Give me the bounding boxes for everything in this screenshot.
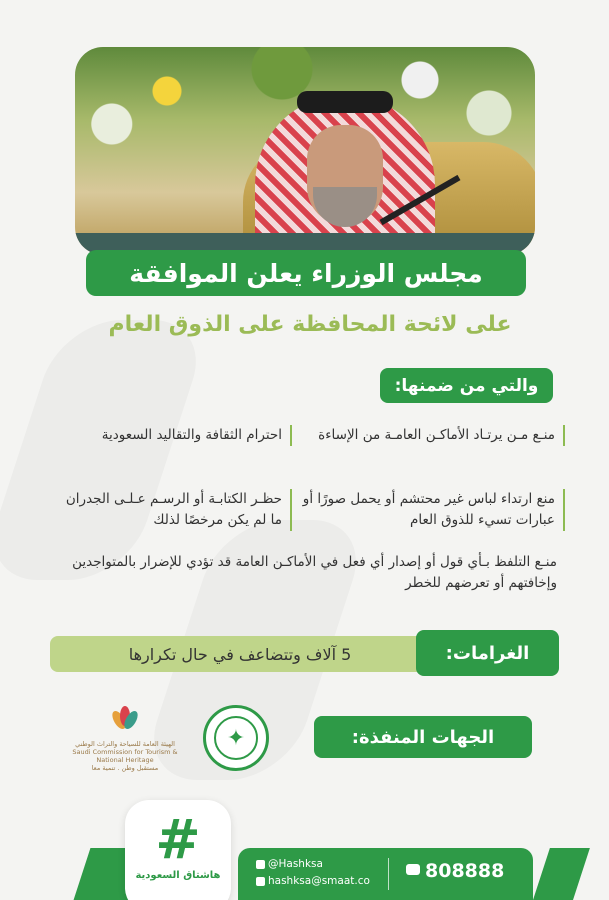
footer-accent [533,848,590,900]
rule-item: منـع التلفظ بـأي قول أو إصدار أي فعل في الأماكـن العامة قد تؤدي للإضرار بالمتواجدين وإخافتهم أو تعرضهم للخطر [72,554,557,591]
tourism-logo-subtitle: Saudi Commission for Tourism & National Heritage [72,748,178,764]
rule-item: منع ارتداء لباس غير محتشم أو يحمل صورًا أو عبارات تسيء للذوق العام [300,489,565,531]
interior-ministry-logo [203,705,269,771]
subheadline: على لائحة المحافظة على الذوق العام [108,312,512,337]
footer-bar [238,848,533,900]
tourism-commission-logo [70,706,180,772]
palm-icon [110,706,140,736]
brand-card [125,800,231,900]
background-shape [0,320,212,580]
king-photo [75,47,535,255]
sms-number: 808888 [406,860,504,882]
tourism-logo-slogan: مستقبل وطن . تنمية معا [91,764,159,772]
authorities-label: الجهات المنفذة: [314,716,532,758]
fines-label: الغرامات: [416,630,559,676]
social-icon [256,860,265,869]
mail-icon [256,877,265,886]
fines-value: 5 آلاف وتتضاعف في حال تكرارها [128,644,352,664]
social-handle[interactable]: @Hashksa [256,858,323,870]
fines-value-bar [50,636,430,672]
within-label: والتي من ضمنها: [380,368,553,403]
rule-item: حظـر الكتابـة أو الرسـم عـلـى الجدران ما لم يكن مرخصًا لذلك [52,489,292,531]
emblem-icon: ✦ [214,716,258,760]
hashtag-icon: # [155,808,201,871]
headline: مجلس الوزراء يعلن الموافقة [129,258,483,288]
rule-item: احترام الثقافة والتقاليد السعودية [52,425,292,446]
divider [388,858,389,890]
rule-item: منـع مـن يرتـاد الأماكـن العامـة من الإساءة [300,425,565,446]
brand-name: هاشتاق السعودية [135,870,221,881]
message-icon [406,864,420,875]
email-link[interactable]: hashksa@smaat.co [256,875,370,887]
tourism-logo-title: الهيئة العامة للسياحة والتراث الوطني [75,740,175,748]
headline-box [86,250,526,296]
